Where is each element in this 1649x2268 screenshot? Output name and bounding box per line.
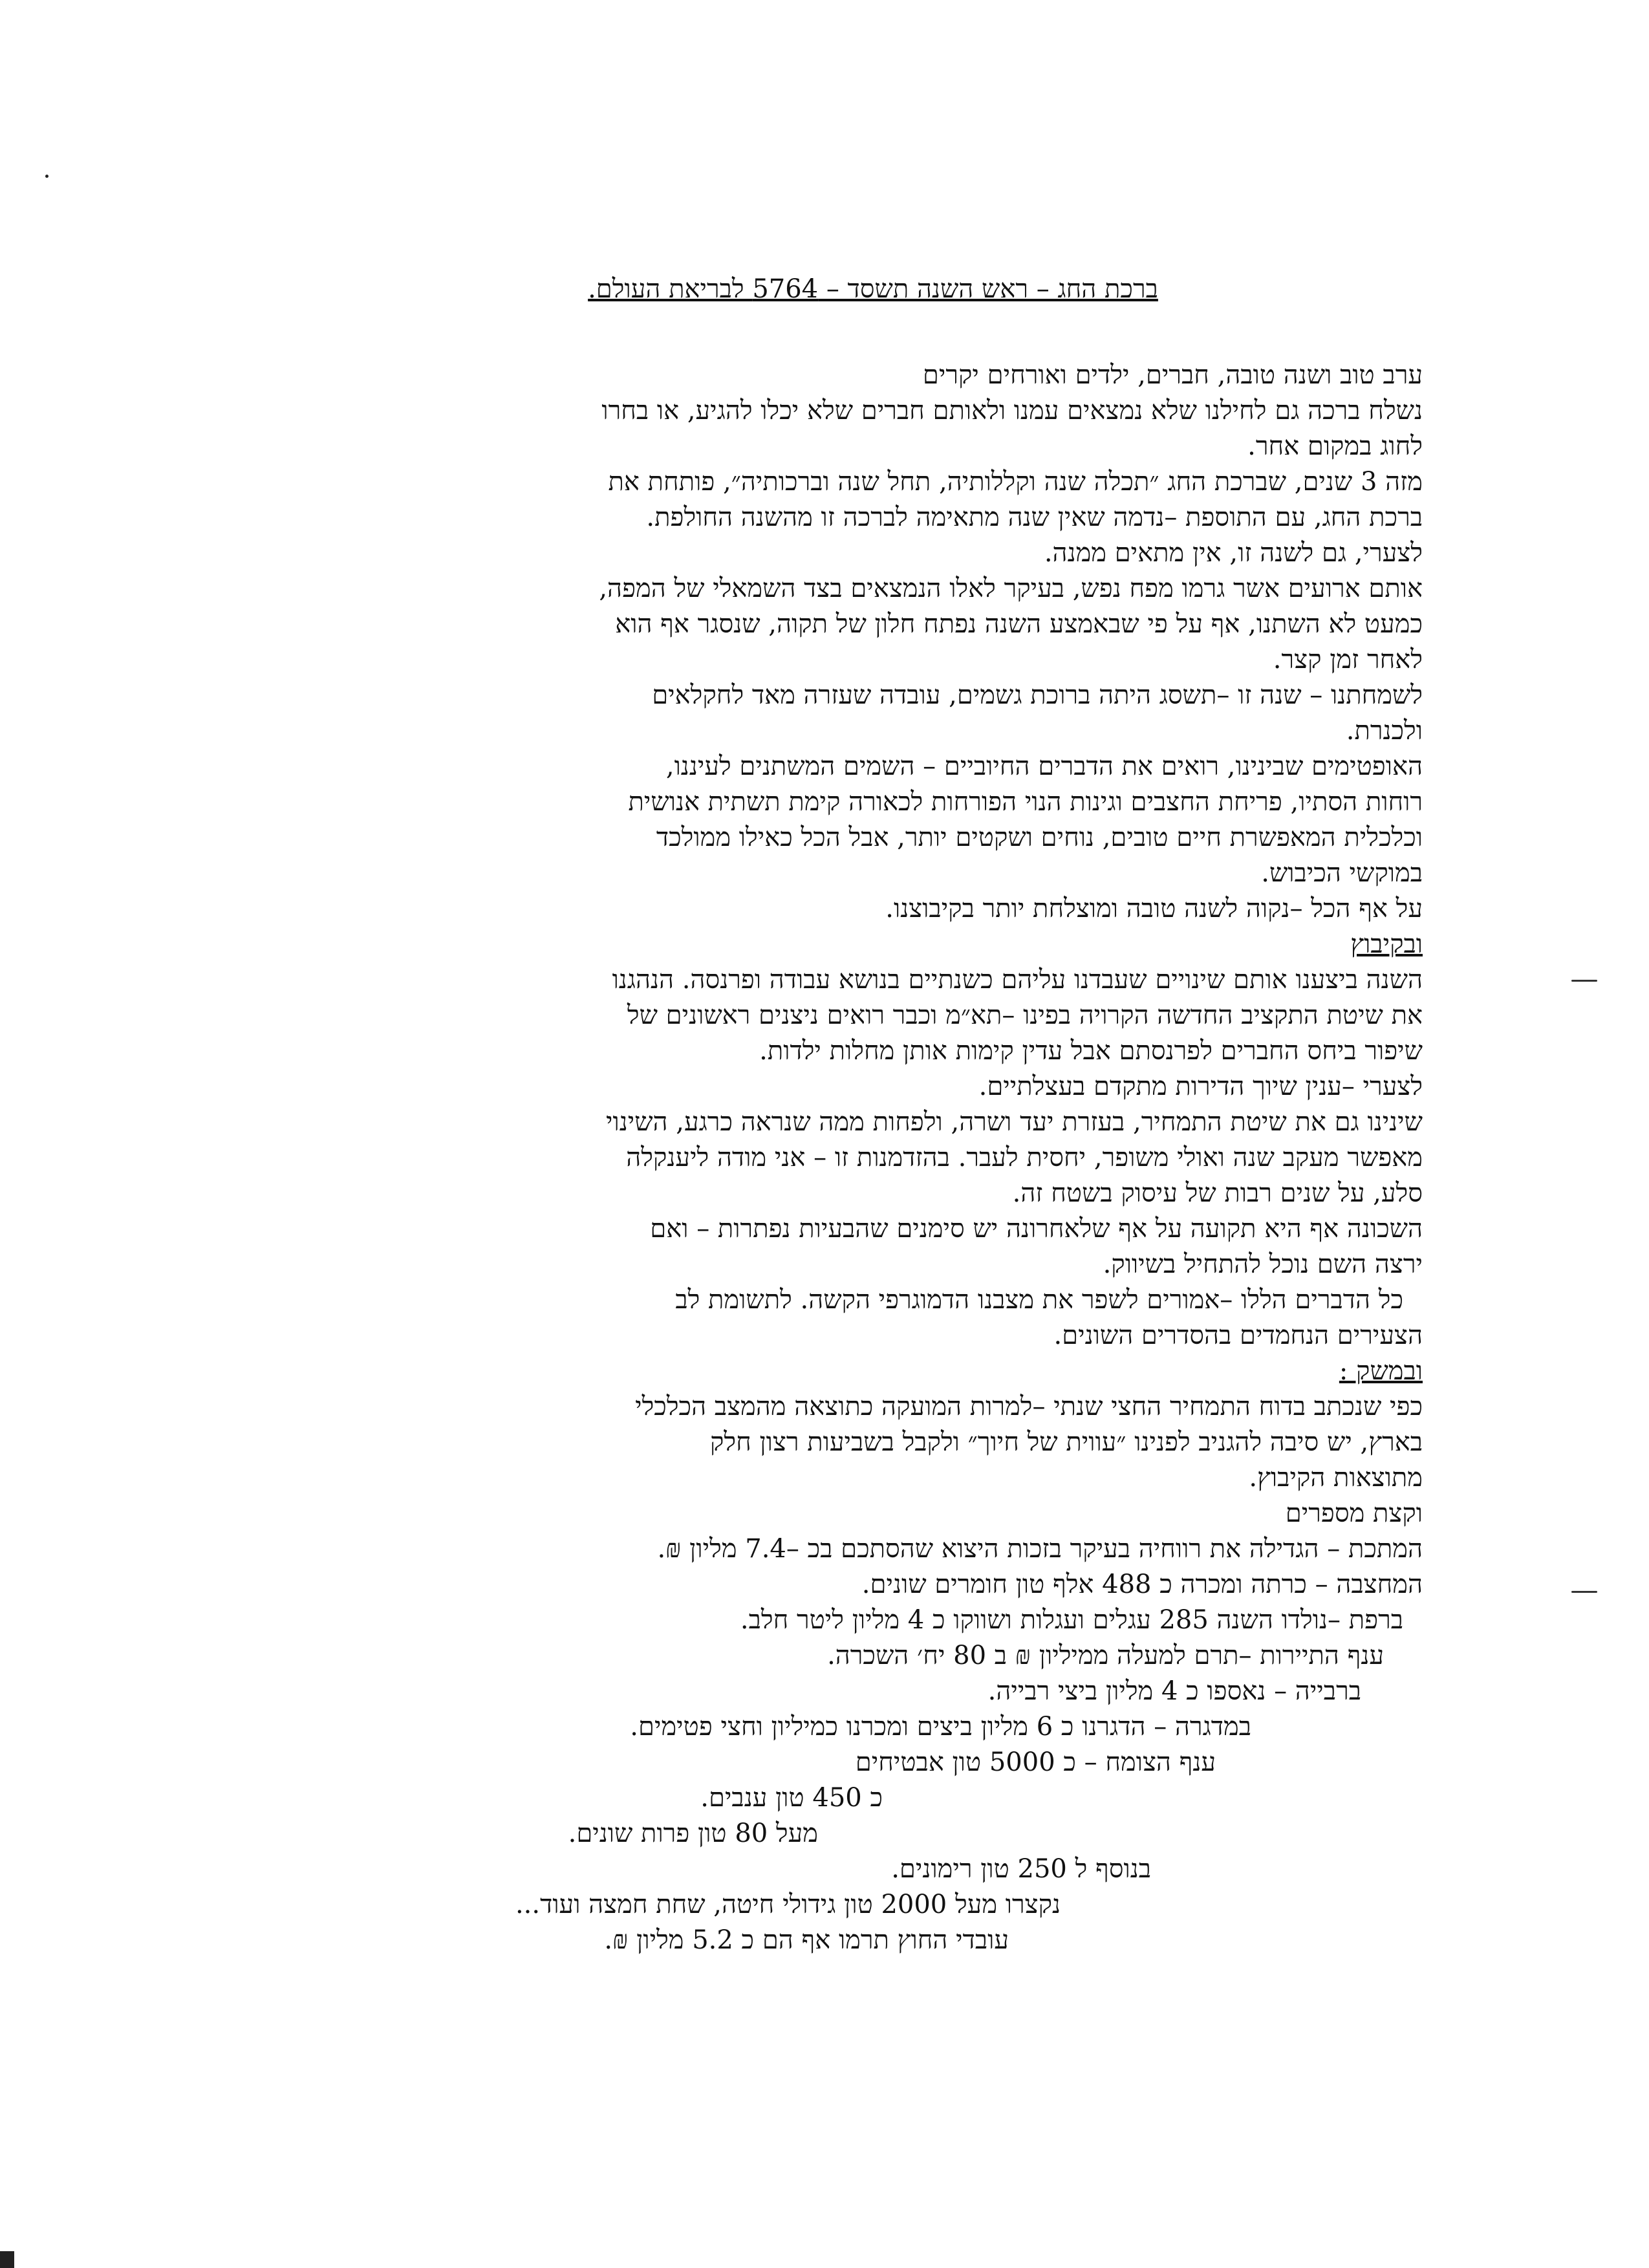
text-line: וכלכלית המאפשרת חיים טובים, נוחים ושקטים יותר, אבל הכל כאילו ממולכד [656, 823, 1423, 852]
text-line: שיפור ביחס החברים לפרנסתם אבל עדין קימות אותן מחלות ילדות. [759, 1036, 1423, 1066]
text-line: האופטימים שבינינו, רואים את הדברים החיוביים – השמים המשתנים לעיננו, [665, 751, 1423, 781]
text-line: ברבייה – נאספו כ 4 מליון ביצי רבייה. [987, 1676, 1361, 1706]
scan-corner-mark [0, 2251, 14, 2268]
text-line: המחצבה – כרתה ומכרה כ 488 אלף טון חומרים שונים. [861, 1570, 1423, 1599]
text-line: לשמחתנו – שנה זו –תשסג היתה ברוכת גשמים, עובדה שעזרה מאד לחקלאים [652, 680, 1423, 710]
text-line: ענף התיירות –תרם למעלה ממיליון ₪ ב 80 יח׳ השכרה. [827, 1641, 1384, 1670]
document-page [285, 272, 1423, 1958]
text-line: בארץ, יש סיבה להגניב לפנינו ״עווית של חיוך״ ולקבל בשביעות רצון חלק [709, 1427, 1423, 1457]
text-line: עובדי החוץ תרמו אף הם כ 5.2 מליון ₪. [604, 1925, 1009, 1955]
text-line: שינינו גם את שיטת התמחיר, בעזרת יעד ושרה, ולפחות ממה שנראה כרגע, השינוי [605, 1107, 1423, 1137]
text-line: נשלח ברכה גם לחילנו שלא נמצאים עמנו ולאותם חברים שלא יכלו להגיע, או בחרו [601, 396, 1423, 426]
scan-margin-mark [1571, 980, 1597, 982]
text-line: המתכת – הגדילה את רווחיה בעיקר בזכות היצוא שהסתכם בכ –7.4 מליון ₪. [657, 1534, 1423, 1564]
text-line: מאפשר מעקב שנה ואולי משופר, יחסית לעבר. בהזדמנות זו – אני מודה ליענקלה [626, 1143, 1423, 1172]
text-line: כמעט לא השתנו, אף על פי שבאמצע השנה נפתח חלון של תקוה, שנסגר אף הוא [615, 609, 1423, 639]
scan-margin-mark [1571, 1591, 1597, 1593]
text-line: לצערי, גם לשנה זו, אין מתאים ממנה. [1044, 538, 1423, 568]
text-line: נקצרו מעל 2000 טון גידולי חיטה, שחת חמצה ועוד... [515, 1890, 1061, 1919]
text-line: על אף הכל –נקוה לשנה טובה ומוצלחת יותר בקיבוצנו. [885, 894, 1423, 923]
text-line: לחוג במקום אחר. [1247, 431, 1423, 461]
text-line: השנה ביצענו אותם שינויים שעבדנו עליהם כשנתיים בנושא עבודה ופרנסה. הנהגנו [612, 965, 1423, 995]
document-body [285, 358, 1423, 1958]
text-line: ירצה השם נוכל להתחיל בשיווק. [1103, 1249, 1423, 1279]
text-line: כל הדברים הללו –אמורים לשפר את מצבנו הדמוגרפי הקשה. לתשומת לב [675, 1285, 1403, 1315]
text-line: הצעירים הנחמדים בהסדרים השונים. [1053, 1321, 1423, 1350]
text-line: וקצת מספרים [1285, 1498, 1423, 1528]
text-line: מזה 3 שנים, שברכת החג ״תכלה שנה וקללותיה, תחל שנה וברכותיה״, פותחת את [608, 467, 1423, 497]
text-line: כפי שנכתב בדוח התמחיר החצי שנתי –למרות המועקה כתוצאה מהמצב הכלכלי [635, 1392, 1423, 1421]
text-line: אותם ארועים אשר גרמו מפח נפש, בעיקר לאלו הנמצאים בצד השמאלי של המפה, [599, 574, 1423, 603]
text-line: לאחר זמן קצר. [1273, 645, 1423, 675]
text-line: כ 450 טון ענבים. [700, 1783, 883, 1813]
text-line: לצערי –ענין שיוך הדירות מתקדם בעצלתיים. [978, 1072, 1423, 1101]
scan-speck [45, 175, 48, 178]
text-line: במדגרה – הדגרנו כ 6 מליון ביצים ומכרנו כמיליון וחצי פטימים. [630, 1712, 1251, 1742]
text-line: במוקשי הכיבוש. [1261, 858, 1423, 888]
section-heading: ובקיבוץ [1350, 929, 1423, 959]
text-line: מתוצאות הקיבוץ. [1249, 1463, 1423, 1493]
text-line: סלע, על שנים רבות של עיסוק בשטח זה. [1012, 1178, 1423, 1208]
text-line: ברכת החג, עם התוספת –נדמה שאין שנה מתאימה לברכה זו מהשנה החולפת. [646, 502, 1423, 532]
text-line: ענף הצומח – כ 5000 טון אבטיחים [855, 1747, 1216, 1777]
text-line: ערב טוב ושנה טובה, חברים, ילדים ואורחים יקרים [922, 360, 1423, 390]
text-line: רוחות הסתיו, פריחת החצבים וגינות הנוי הפורחות לכאורה קימת תשתית אנושית [628, 787, 1423, 817]
text-line: מעל 80 טון פרות שונים. [568, 1819, 818, 1848]
text-line: השכונה אף היא תקועה על אף שלאחרונה יש סימנים שהבעיות נפתרות – ואם [650, 1214, 1423, 1244]
text-line: את שיטת התקציב החדשה הקרויה בפינו –תא״מ וכבר רואים ניצנים ראשונים של [627, 1000, 1423, 1030]
section-heading: ובמשק : [1339, 1356, 1423, 1386]
text-line: ברפת –נולדו השנה 285 עגלים ועגלות ושווקו כ 4 מליון ליטר חלב. [740, 1605, 1403, 1635]
text-line: בנוסף ל 250 טון רימונים. [891, 1854, 1151, 1884]
text-line: ולכנרת. [1346, 716, 1423, 746]
page-title: ברכת החג – ראש השנה תשסד – 5764 לבריאת העולם. [588, 274, 1158, 304]
